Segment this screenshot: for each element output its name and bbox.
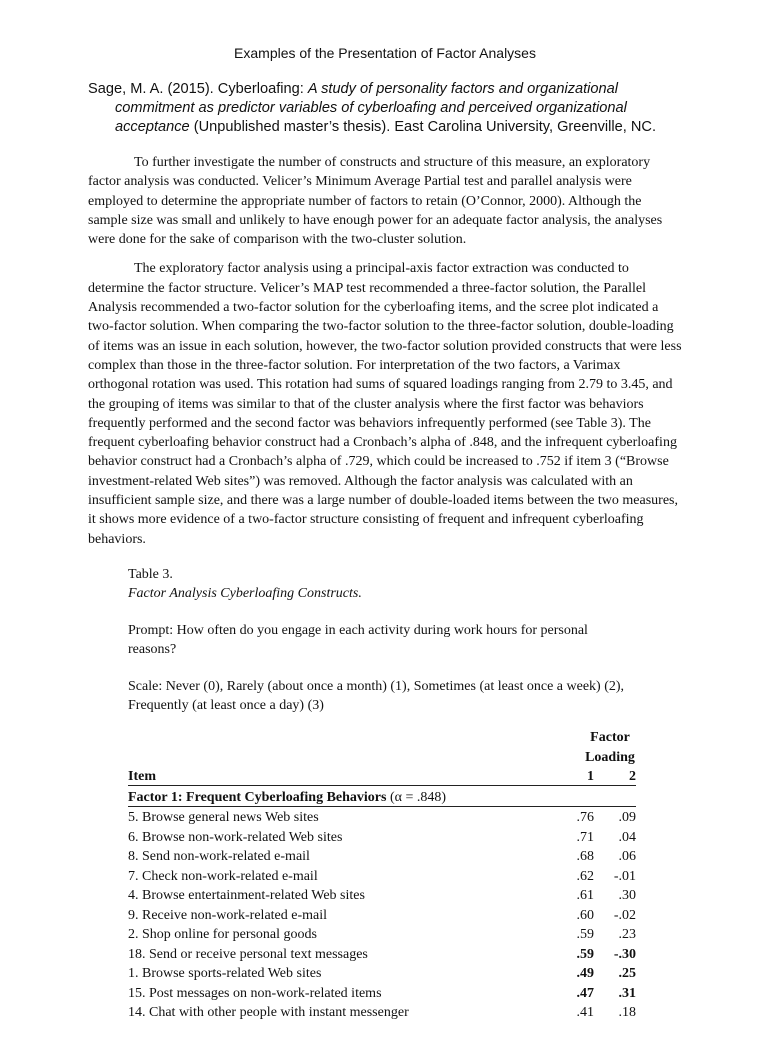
item-label: 9. Receive non-work-related e-mail [128, 907, 328, 923]
section-row [128, 786, 636, 807]
table-row [128, 846, 636, 866]
header-col2: 2 [594, 766, 636, 786]
table-section [128, 565, 636, 1022]
table-row [128, 885, 636, 905]
factor1-loading: .59 [576, 927, 594, 943]
item-label: 6. Browse non-work-related Web sites [128, 829, 343, 845]
page-title: Examples of the Presentation of Factor Analyses [234, 45, 536, 61]
item-label: 1. Browse sports-related Web sites [128, 966, 322, 982]
header-loading: Loading [585, 749, 635, 765]
table-row [128, 943, 636, 963]
table-row [128, 865, 636, 885]
factor1-loading: .41 [576, 1005, 594, 1021]
factor2-loading: -.02 [613, 907, 636, 923]
factor-table [128, 727, 636, 1022]
factor2-loading: .09 [618, 810, 636, 826]
header-factor: Factor [590, 730, 630, 746]
table-prompt: Prompt: How often do you engage in each activity during work hours for personal reasons? [128, 622, 588, 657]
table-number: Table 3. [128, 566, 173, 582]
factor1-loading: .61 [576, 888, 594, 904]
item-label: 15. Post messages on non-work-related items [128, 985, 382, 1001]
factor2-loading: .23 [618, 927, 636, 943]
factor2-loading: .06 [618, 849, 636, 865]
factor2-loading: .25 [618, 966, 636, 982]
paragraph: To further investigate the number of constructs and structure of this measure, an exploratory factor analysis was conducted. Velicer’s Minimum Average Partial test and parallel analysis were employed to determine the appropriate number of factors to retain (O’Connor, 2000). Although the sample size was small and unlikely to have enough power for an adequate factor analysis, the analyses were done for the sake of comparison with the two-cluster solution. [88, 155, 663, 248]
factor1-loading: .62 [576, 868, 594, 884]
table-label [128, 565, 636, 603]
citation-prefix: Sage, M. A. (2015). Cyberloafing: [88, 81, 308, 97]
citation [88, 80, 682, 137]
factor1-loading: .76 [576, 810, 594, 826]
citation-title: A study of personality factors and organizational commitment as predictor variables of cyberloafing and perceived organizational acceptance [115, 81, 627, 135]
item-label: 7. Check non-work-related e-mail [128, 868, 318, 884]
header-col1: 1 [554, 766, 594, 786]
factor2-loading: -.01 [613, 868, 636, 884]
factor2-loading: .30 [618, 888, 636, 904]
item-label: 14. Chat with other people with instant messenger [128, 1005, 409, 1021]
header-item: Item [128, 766, 554, 786]
table-row [128, 924, 636, 944]
table-row [128, 826, 636, 846]
table-row [128, 1002, 636, 1022]
item-label: 8. Send non-work-related e-mail [128, 849, 310, 865]
table-scale: Scale: Never (0), Rarely (about once a month) (1), Sometimes (at least once a week) (2), Frequently (at least once a day) (3) [128, 678, 625, 713]
factor1-loading: .47 [576, 985, 594, 1001]
factor1-loading: .59 [576, 946, 594, 962]
section-alpha: (α = .848) [386, 789, 447, 805]
item-label: 18. Send or receive personal text messages [128, 946, 368, 962]
table-row [128, 806, 636, 826]
table-caption: Factor Analysis Cyberloafing Constructs. [128, 585, 362, 601]
section-label: Factor 1: Frequent Cyberloafing Behaviors [128, 789, 387, 805]
citation-suffix: (Unpublished master’s thesis). East Carolina University, Greenville, NC. [189, 119, 657, 135]
paragraph: The exploratory factor analysis using a principal-axis factor extraction was conducted to determine the factor structure. Velicer’s MAP test recommended a three-factor solution, the Parallel Analysis recommended a two-factor solution for the cyberloafing items, and the scree plot indicated a two-factor solution. When comparing the two-factor solution to the three-factor solution, double-loading of items was an issue in each solution, however, the two-factor solution provided constructs that were less complex than those in the three-factor solution. For interpretation of the two factors, a Varimax orthogonal rotation was used. This rotation had sums of squared loadings ranging from 2.79 to 3.45, and the grouping of items was similar to that of the cluster analysis where the first factor was behaviors frequently performed and the second factor was behaviors infrequently performed (see Table 3). The frequent cyberloafing behavior construct had a Cronbach’s alpha of .848, and the infrequent cyberloafing behavior construct had a Cronbach’s alpha of .729, which could be increased to .752 if item 3 (“Browse investment-related Web sites”) was removed. Although the factor analysis was calculated with an insufficient sample size, and there was a large number of double-loaded items between the two measures, it shows more evidence of a two-factor structure consisting of frequent and infrequent cyberloafing behaviors. [88, 261, 682, 547]
table-row [128, 982, 636, 1002]
factor2-loading: .31 [618, 985, 636, 1001]
factor1-loading: .60 [576, 907, 594, 923]
factor2-loading: .18 [618, 1005, 636, 1021]
item-label: 5. Browse general news Web sites [128, 810, 319, 826]
table-row [128, 963, 636, 983]
item-label: 2. Shop online for personal goods [128, 927, 317, 943]
factor1-loading: .49 [576, 966, 594, 982]
factor1-loading: .68 [576, 849, 594, 865]
factor2-loading: .04 [618, 829, 636, 845]
factor1-loading: .71 [576, 829, 594, 845]
factor2-loading: -.30 [613, 946, 636, 962]
table-row [128, 904, 636, 924]
item-label: 4. Browse entertainment-related Web sites [128, 888, 365, 904]
